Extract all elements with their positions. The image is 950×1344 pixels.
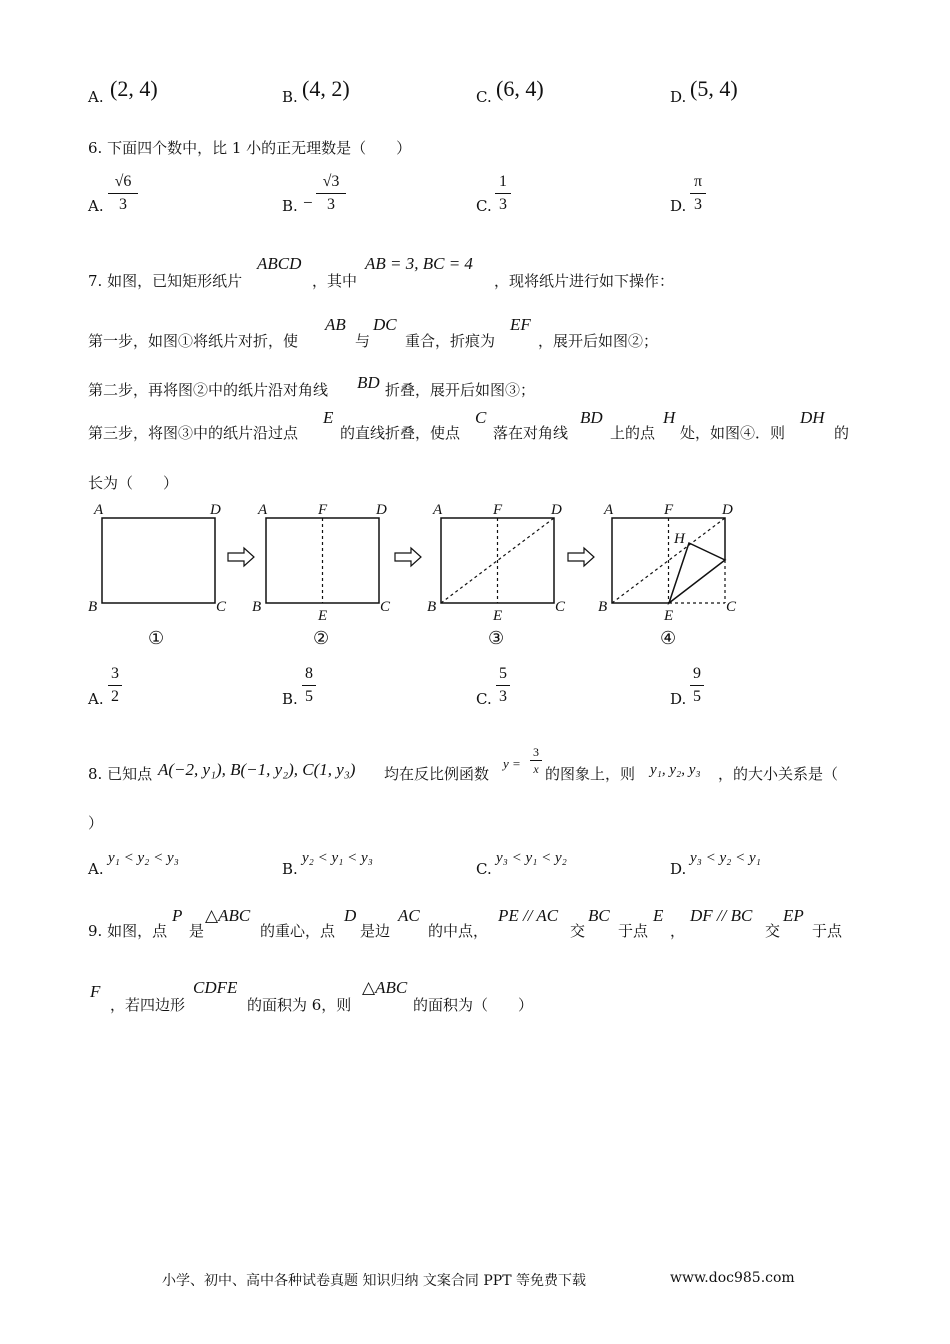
q9-part4: 是边 [360,922,391,940]
q7-step3-part4: 上的点 [610,424,656,442]
q7-option-c-fraction [496,664,510,707]
q7-step3-part5: 处，如图④．则 [680,424,786,442]
q6-option-c-label: C. [476,197,492,215]
fig2-number: ② [313,628,330,648]
fig1-label-b: B [88,599,98,615]
q7-step3-part6: 的 [834,424,850,442]
arrow-3 [568,548,594,566]
q9-part9: 交 [765,922,781,940]
q7-stem-part2: ，其中 [312,272,358,290]
fig2-label-b: B [252,599,262,615]
q6-d-numerator: π [693,173,703,190]
fig4-label-h: H [674,531,685,547]
q5-option-c-value: (6, 4) [496,76,544,101]
q7-b-denominator: 5 [305,688,313,705]
q8-stem-part2: 均在反比例函数 [384,765,490,783]
q8-stem-part3: 的图象上，则 [545,765,636,783]
q7-step3-part1: 第三步，将图③中的纸片沿过点 [88,424,299,442]
q8-points: A(−2, y₁), B(−1, y₂), C(1, y₃) [158,760,356,779]
q9-ac: AC [398,906,420,925]
q7-step1-part1: 第一步，如图①将纸片对折，使 [88,332,299,350]
q8-variables: y₁, y₂, y₃ [650,762,701,778]
q7-rect-name: ABCD [257,254,302,273]
q7-step2-part1: 第二步，再将图②中的纸片沿对角线 [88,381,329,399]
q6-b-denominator: 3 [327,196,335,213]
fig3-label-d: D [551,502,562,518]
q7-step3-e: E [323,408,334,427]
q7-c-numerator: 5 [499,665,507,682]
q9-part1: 9. 如图，点 [88,922,168,940]
q7-step3-part3: 落在对角线 [493,424,569,442]
q7-step1-ab: AB [325,315,346,334]
fig3-label-e: E [493,608,503,624]
q7-dimensions: AB = 3, BC = 4 [365,254,473,273]
q7-option-a-label: A. [88,690,104,708]
fig4-number: ④ [660,628,677,648]
fig3-label-c: C [555,599,566,615]
q7-option-c-label: C. [476,690,492,708]
q6-option-a-label: A. [88,197,104,215]
q6-option-c-fraction [495,172,511,215]
fig3-label-a: A [433,502,443,518]
q9-p: P [172,906,183,925]
q6-a-numerator: √6 [114,173,132,190]
fig1-label-c: C [216,599,227,615]
fig4-label-f: F [664,502,674,518]
q7-step1-ef: EF [510,315,531,334]
q7-a-denominator: 2 [111,688,119,705]
arrow-1 [228,548,254,566]
q7-option-b-label: B. [282,690,298,708]
q6-c-denominator: 3 [499,196,507,213]
fig4-label-a: A [604,502,614,518]
q9-bc: BC [588,906,610,925]
fig4 [598,502,737,648]
q7-step3-part7: 长为（ ） [88,474,179,492]
q7-step3-c: C [475,408,487,427]
q7-b-numerator: 8 [305,665,313,682]
q9-ep: EP [783,906,804,925]
q6-option-d-fraction [690,172,706,215]
q5-option-a-value: (2, 4) [110,76,158,101]
q9-part10: 于点 [812,922,843,940]
q6-option-a-fraction [108,172,138,215]
fig4-label-d: D [722,502,733,518]
q8-function-lhs: y = [503,756,521,771]
q8-option-d-label: D. [670,860,687,878]
q8-option-c-label: C. [476,860,492,878]
q7-step3-part2: 的直线折叠，使点 [340,424,461,442]
q6-d-denominator: 3 [694,196,702,213]
fig2-label-a: A [258,502,268,518]
q9-e: E [653,906,664,925]
q7-step3-h: H [663,408,676,427]
q5-option-d-value: (5, 4) [690,76,738,101]
fig2-label-d: D [376,502,387,518]
fig3-number: ③ [488,628,505,648]
q9-cdfe: CDFE [193,978,238,997]
q7-folding-figure [80,496,760,656]
q6-a-denominator: 3 [119,196,127,213]
arrow-2 [395,548,421,566]
q9-f: F [90,982,101,1001]
q7-step2-part2: 折叠，展开后如图③； [385,381,536,399]
q8-option-b-value: y₂ < y₁ < y₃ [302,850,373,866]
fig3-label-f: F [493,502,503,518]
q8-stem-part1: 8. 已知点 [88,765,153,783]
q9-triangle-2: △ABC [362,978,408,997]
q5-option-b-value: (4, 2) [302,76,350,101]
q5-option-b-label: B. [282,88,298,106]
q9-part2: 是 [189,922,205,940]
q7-step1-part2: 与 [355,332,371,350]
q9-part3: 的重心，点 [260,922,336,940]
q7-step3-bd: BD [580,408,603,427]
fig3-label-b: B [427,599,437,615]
q8-option-d-value: y₃ < y₂ < y₁ [690,850,761,866]
q8-function-fraction [530,745,542,776]
q6-c-numerator: 1 [499,173,507,190]
q8-option-b-label: B. [282,860,298,878]
q6-stem: 6. 下面四个数中，比 1 小的正无理数是（ ） [88,139,412,157]
fig4-label-c: C [726,599,737,615]
footer-text: 小学、初中、高中各种试卷真题 知识归纳 文案合同 PPT 等免费下载 [162,1273,586,1289]
q7-stem-part1: 7. 如图，已知矩形纸片 [88,272,243,290]
q8-stem-part5: ） [88,814,104,832]
fig2-label-c: C [380,599,391,615]
fig1-number: ① [148,628,165,648]
fig1-label-a: A [94,502,104,518]
q8-option-a-label: A. [88,860,104,878]
q9-part5: 的中点， [428,922,489,940]
q8-stem-part4: ，的大小关系是（ [718,765,839,783]
q7-option-d-fraction [690,664,704,707]
q7-stem-part3: ，现将纸片进行如下操作： [494,272,675,290]
q8-option-a-value: y₁ < y₂ < y₃ [108,850,179,866]
q6-b-sign: − [303,193,313,212]
q7-step2-bd: BD [357,373,380,392]
fig4-label-e: E [664,608,674,624]
q9-triangle: △ABC [205,906,251,925]
fig4-label-b: B [598,599,608,615]
q6-option-b-label: B. [282,197,298,215]
q7-a-numerator: 3 [111,665,119,682]
q9-part7: 于点 [618,922,649,940]
q7-step3-dh: DH [800,408,825,427]
q9-part11: ，若四边形 [110,996,186,1014]
q7-option-a-fraction [108,664,122,707]
q8-option-c-value: y₃ < y₁ < y₂ [496,850,567,866]
q7-c-denominator: 3 [499,688,507,705]
q7-option-b-fraction [302,664,316,707]
q9-part8: ， [670,922,686,940]
q7-step1-part4: ，展开后如图②； [538,332,659,350]
q7-d-denominator: 5 [693,688,701,705]
q8-fn-numerator: 3 [533,745,539,759]
fig2-label-e: E [318,608,328,624]
q8-fn-denominator: x [533,762,539,776]
q7-d-numerator: 9 [693,665,701,682]
q7-step1-dc: DC [373,315,397,334]
q9-part13: 的面积为（ ） [413,996,534,1014]
fig2-label-f: F [318,502,328,518]
footer-url[interactable]: www.doc985.com [670,1270,795,1286]
q5-option-c-label: C. [476,88,492,106]
q9-d: D [344,906,357,925]
q7-step1-part3: 重合，折痕为 [405,332,496,350]
q5-option-a-label: A. [88,88,104,106]
q6-option-d-label: D. [670,197,687,215]
q9-part6: 交 [570,922,586,940]
q7-option-d-label: D. [670,690,687,708]
q9-pe-parallel: PE // AC [498,906,559,925]
q9-part12: 的面积为 6，则 [247,996,352,1014]
q6-option-b-fraction [316,172,346,215]
q6-b-numerator: √3 [322,173,340,190]
q9-df-parallel: DF // BC [690,906,753,925]
q5-option-d-label: D. [670,88,687,106]
fig1-label-d: D [210,502,221,518]
